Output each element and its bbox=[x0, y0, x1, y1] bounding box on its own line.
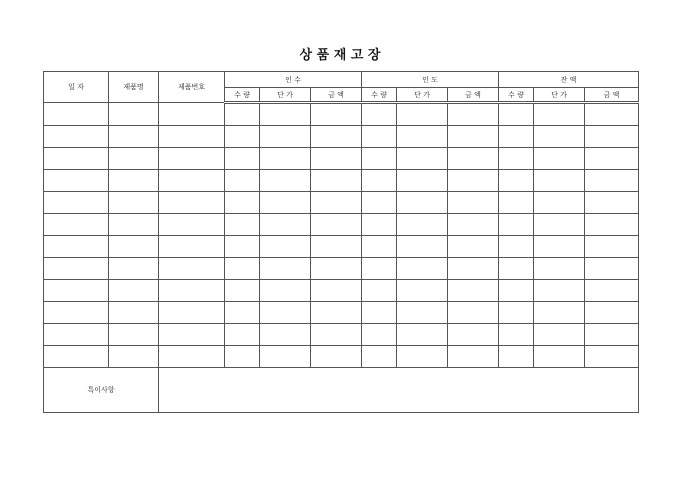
product-number-cell[interactable] bbox=[159, 258, 225, 280]
table-row bbox=[44, 170, 639, 192]
date-cell[interactable] bbox=[44, 280, 109, 302]
delivered-amount-cell[interactable] bbox=[448, 280, 499, 302]
product-name-cell[interactable] bbox=[109, 280, 159, 302]
received-amount-cell[interactable] bbox=[311, 192, 362, 214]
received-quantity-cell[interactable] bbox=[225, 192, 260, 214]
balance-amount-cell[interactable] bbox=[585, 258, 639, 280]
date-cell[interactable] bbox=[44, 324, 109, 346]
balance-quantity-cell[interactable] bbox=[499, 148, 534, 170]
delivered-quantity-cell[interactable] bbox=[362, 236, 397, 258]
received-unit-price-cell[interactable] bbox=[260, 214, 311, 236]
header-group-delivered: 인 도 bbox=[362, 72, 499, 88]
table-row bbox=[44, 258, 639, 280]
header-product-name: 제품명 bbox=[109, 72, 159, 103]
balance-unit-price-cell[interactable] bbox=[534, 170, 585, 192]
product-number-cell[interactable] bbox=[159, 192, 225, 214]
product-number-cell[interactable] bbox=[159, 302, 225, 324]
delivered-unit-price-cell[interactable] bbox=[397, 148, 448, 170]
balance-quantity-cell[interactable] bbox=[499, 214, 534, 236]
header-unit-price: 단 가 bbox=[397, 88, 448, 103]
balance-quantity-cell[interactable] bbox=[499, 258, 534, 280]
date-cell[interactable] bbox=[44, 302, 109, 324]
product-number-cell[interactable] bbox=[159, 236, 225, 258]
header-group-balance: 잔 액 bbox=[499, 72, 639, 88]
header-row-top bbox=[44, 72, 639, 88]
balance-quantity-cell[interactable] bbox=[499, 126, 534, 148]
balance-unit-price-cell[interactable] bbox=[534, 214, 585, 236]
header-product-number: 제품번호 bbox=[159, 72, 225, 103]
delivered-unit-price-cell[interactable] bbox=[397, 103, 448, 126]
delivered-quantity-cell[interactable] bbox=[362, 148, 397, 170]
delivered-unit-price-cell[interactable] bbox=[397, 346, 448, 368]
received-quantity-cell[interactable] bbox=[225, 214, 260, 236]
delivered-amount-cell[interactable] bbox=[448, 258, 499, 280]
delivered-quantity-cell[interactable] bbox=[362, 324, 397, 346]
balance-amount-cell[interactable] bbox=[585, 214, 639, 236]
document-title: 상 품 재 고 장 bbox=[299, 48, 381, 63]
received-unit-price-cell[interactable] bbox=[260, 302, 311, 324]
header-group-received: 인 수 bbox=[225, 72, 362, 88]
delivered-unit-price-cell[interactable] bbox=[397, 170, 448, 192]
received-unit-price-cell[interactable] bbox=[260, 236, 311, 258]
delivered-quantity-cell[interactable] bbox=[362, 214, 397, 236]
product-name-cell[interactable] bbox=[109, 103, 159, 126]
table-row bbox=[44, 192, 639, 214]
received-unit-price-cell[interactable] bbox=[260, 346, 311, 368]
header-amount: 금 액 bbox=[585, 88, 639, 103]
product-number-cell[interactable] bbox=[159, 280, 225, 302]
received-quantity-cell[interactable] bbox=[225, 126, 260, 148]
received-amount-cell[interactable] bbox=[311, 346, 362, 368]
delivered-quantity-cell[interactable] bbox=[362, 192, 397, 214]
delivered-amount-cell[interactable] bbox=[448, 236, 499, 258]
date-cell[interactable] bbox=[44, 103, 109, 126]
received-amount-cell[interactable] bbox=[311, 170, 362, 192]
received-unit-price-cell[interactable] bbox=[260, 258, 311, 280]
received-amount-cell[interactable] bbox=[311, 324, 362, 346]
delivered-unit-price-cell[interactable] bbox=[397, 302, 448, 324]
received-unit-price-cell[interactable] bbox=[260, 192, 311, 214]
delivered-unit-price-cell[interactable] bbox=[397, 258, 448, 280]
delivered-quantity-cell[interactable] bbox=[362, 280, 397, 302]
product-number-cell[interactable] bbox=[159, 346, 225, 368]
table-row bbox=[44, 148, 639, 170]
balance-unit-price-cell[interactable] bbox=[534, 280, 585, 302]
balance-unit-price-cell[interactable] bbox=[534, 126, 585, 148]
received-unit-price-cell[interactable] bbox=[260, 280, 311, 302]
delivered-amount-cell[interactable] bbox=[448, 214, 499, 236]
product-number-cell[interactable] bbox=[159, 214, 225, 236]
date-cell[interactable] bbox=[44, 170, 109, 192]
received-quantity-cell[interactable] bbox=[225, 346, 260, 368]
received-amount-cell[interactable] bbox=[311, 148, 362, 170]
balance-amount-cell[interactable] bbox=[585, 236, 639, 258]
balance-quantity-cell[interactable] bbox=[499, 280, 534, 302]
balance-amount-cell[interactable] bbox=[585, 280, 639, 302]
date-cell[interactable] bbox=[44, 236, 109, 258]
date-cell[interactable] bbox=[44, 148, 109, 170]
delivered-unit-price-cell[interactable] bbox=[397, 126, 448, 148]
delivered-unit-price-cell[interactable] bbox=[397, 280, 448, 302]
balance-unit-price-cell[interactable] bbox=[534, 192, 585, 214]
table-row bbox=[44, 103, 639, 126]
delivered-quantity-cell[interactable] bbox=[362, 346, 397, 368]
note-field[interactable] bbox=[159, 368, 639, 413]
received-unit-price-cell[interactable] bbox=[260, 324, 311, 346]
received-quantity-cell[interactable] bbox=[225, 170, 260, 192]
product-name-cell[interactable] bbox=[109, 346, 159, 368]
balance-unit-price-cell[interactable] bbox=[534, 236, 585, 258]
table-row bbox=[44, 324, 639, 346]
received-amount-cell[interactable] bbox=[311, 126, 362, 148]
received-amount-cell[interactable] bbox=[311, 258, 362, 280]
table-row bbox=[44, 126, 639, 148]
product-name-cell[interactable] bbox=[109, 214, 159, 236]
balance-quantity-cell[interactable] bbox=[499, 324, 534, 346]
received-quantity-cell[interactable] bbox=[225, 280, 260, 302]
date-cell[interactable] bbox=[44, 258, 109, 280]
date-cell[interactable] bbox=[44, 126, 109, 148]
balance-unit-price-cell[interactable] bbox=[534, 258, 585, 280]
received-quantity-cell[interactable] bbox=[225, 258, 260, 280]
balance-amount-cell[interactable] bbox=[585, 103, 639, 126]
product-name-cell[interactable] bbox=[109, 192, 159, 214]
header-quantity: 수 량 bbox=[499, 88, 534, 103]
balance-quantity-cell[interactable] bbox=[499, 346, 534, 368]
delivered-unit-price-cell[interactable] bbox=[397, 324, 448, 346]
table-row bbox=[44, 214, 639, 236]
product-number-cell[interactable] bbox=[159, 148, 225, 170]
balance-quantity-cell[interactable] bbox=[499, 236, 534, 258]
balance-unit-price-cell[interactable] bbox=[534, 346, 585, 368]
received-quantity-cell[interactable] bbox=[225, 302, 260, 324]
product-name-cell[interactable] bbox=[109, 126, 159, 148]
received-amount-cell[interactable] bbox=[311, 302, 362, 324]
balance-amount-cell[interactable] bbox=[585, 324, 639, 346]
delivered-amount-cell[interactable] bbox=[448, 324, 499, 346]
header-date: 일 자 bbox=[44, 72, 109, 103]
balance-unit-price-cell[interactable] bbox=[534, 103, 585, 126]
date-cell[interactable] bbox=[44, 192, 109, 214]
delivered-quantity-cell[interactable] bbox=[362, 258, 397, 280]
balance-amount-cell[interactable] bbox=[585, 148, 639, 170]
delivered-amount-cell[interactable] bbox=[448, 302, 499, 324]
received-quantity-cell[interactable] bbox=[225, 148, 260, 170]
table-row bbox=[44, 280, 639, 302]
balance-quantity-cell[interactable] bbox=[499, 302, 534, 324]
ledger-body bbox=[44, 103, 639, 413]
delivered-amount-cell[interactable] bbox=[448, 126, 499, 148]
balance-quantity-cell[interactable] bbox=[499, 103, 534, 126]
delivered-unit-price-cell[interactable] bbox=[397, 214, 448, 236]
delivered-quantity-cell[interactable] bbox=[362, 302, 397, 324]
header-unit-price: 단 가 bbox=[534, 88, 585, 103]
received-amount-cell[interactable] bbox=[311, 214, 362, 236]
delivered-quantity-cell[interactable] bbox=[362, 126, 397, 148]
note-label: 특이사항 bbox=[44, 368, 159, 413]
received-amount-cell[interactable] bbox=[311, 236, 362, 258]
product-number-cell[interactable] bbox=[159, 126, 225, 148]
delivered-unit-price-cell[interactable] bbox=[397, 236, 448, 258]
table-row bbox=[44, 302, 639, 324]
received-quantity-cell[interactable] bbox=[225, 103, 260, 126]
balance-quantity-cell[interactable] bbox=[499, 192, 534, 214]
balance-amount-cell[interactable] bbox=[585, 192, 639, 214]
header-unit-price: 단 가 bbox=[260, 88, 311, 103]
table-row bbox=[44, 236, 639, 258]
inventory-ledger-table bbox=[43, 71, 639, 413]
delivered-amount-cell[interactable] bbox=[448, 170, 499, 192]
date-cell[interactable] bbox=[44, 346, 109, 368]
product-name-cell[interactable] bbox=[109, 148, 159, 170]
received-amount-cell[interactable] bbox=[311, 103, 362, 126]
balance-unit-price-cell[interactable] bbox=[534, 302, 585, 324]
received-unit-price-cell[interactable] bbox=[260, 103, 311, 126]
note-row bbox=[44, 368, 639, 413]
product-name-cell[interactable] bbox=[109, 236, 159, 258]
table-row bbox=[44, 346, 639, 368]
received-quantity-cell[interactable] bbox=[225, 324, 260, 346]
product-number-cell[interactable] bbox=[159, 103, 225, 126]
received-unit-price-cell[interactable] bbox=[260, 148, 311, 170]
balance-amount-cell[interactable] bbox=[585, 126, 639, 148]
delivered-unit-price-cell[interactable] bbox=[397, 192, 448, 214]
delivered-amount-cell[interactable] bbox=[448, 103, 499, 126]
header-amount: 금 액 bbox=[448, 88, 499, 103]
delivered-amount-cell[interactable] bbox=[448, 192, 499, 214]
header-quantity: 수 량 bbox=[362, 88, 397, 103]
delivered-quantity-cell[interactable] bbox=[362, 103, 397, 126]
received-amount-cell[interactable] bbox=[311, 280, 362, 302]
product-number-cell[interactable] bbox=[159, 324, 225, 346]
delivered-amount-cell[interactable] bbox=[448, 346, 499, 368]
received-quantity-cell[interactable] bbox=[225, 236, 260, 258]
header-amount: 금 액 bbox=[311, 88, 362, 103]
balance-amount-cell[interactable] bbox=[585, 302, 639, 324]
balance-unit-price-cell[interactable] bbox=[534, 324, 585, 346]
date-cell[interactable] bbox=[44, 214, 109, 236]
received-unit-price-cell[interactable] bbox=[260, 170, 311, 192]
delivered-quantity-cell[interactable] bbox=[362, 170, 397, 192]
balance-quantity-cell[interactable] bbox=[499, 170, 534, 192]
product-name-cell[interactable] bbox=[109, 324, 159, 346]
balance-amount-cell[interactable] bbox=[585, 170, 639, 192]
product-number-cell[interactable] bbox=[159, 170, 225, 192]
balance-unit-price-cell[interactable] bbox=[534, 148, 585, 170]
received-unit-price-cell[interactable] bbox=[260, 126, 311, 148]
header-quantity: 수 량 bbox=[225, 88, 260, 103]
delivered-amount-cell[interactable] bbox=[448, 148, 499, 170]
product-name-cell[interactable] bbox=[109, 170, 159, 192]
balance-amount-cell[interactable] bbox=[585, 346, 639, 368]
product-name-cell[interactable] bbox=[109, 302, 159, 324]
product-name-cell[interactable] bbox=[109, 258, 159, 280]
